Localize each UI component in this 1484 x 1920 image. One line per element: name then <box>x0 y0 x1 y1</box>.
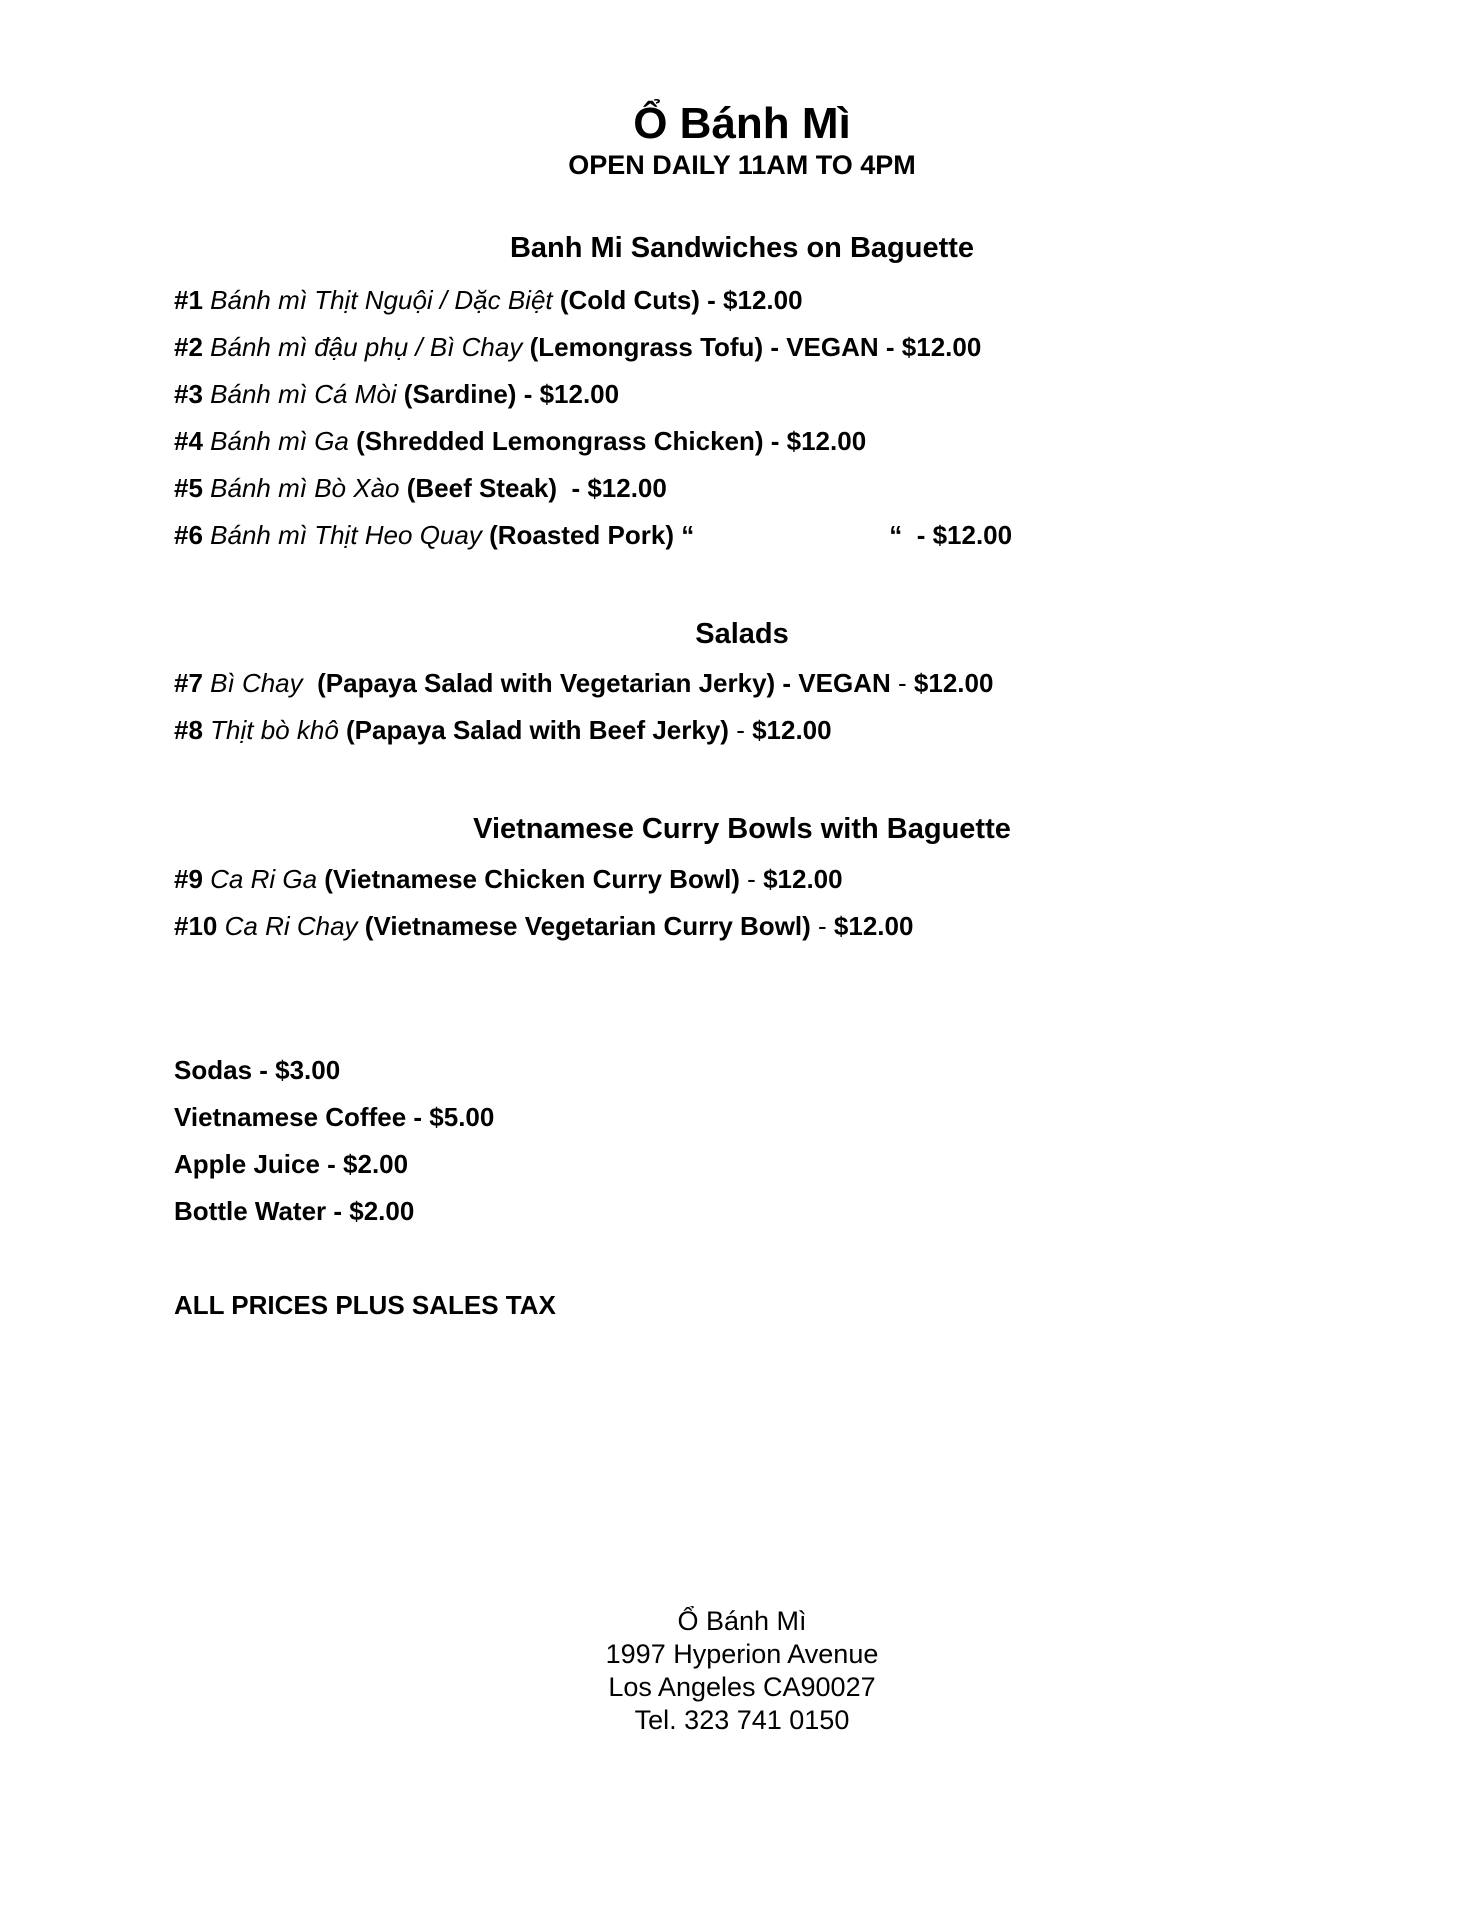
item-number: #4 <box>174 426 203 456</box>
item-description: (Vietnamese Vegetarian Curry Bowl) <box>357 911 819 941</box>
menu-item <box>174 862 843 896</box>
item-vietnamese-name: Bánh mì Ga <box>210 426 349 456</box>
item-vietnamese-name: Bánh mì Thịt Nguội / Dặc Biệt <box>210 285 553 315</box>
item-description: (Cold Cuts) - $12.00 <box>552 285 803 315</box>
menu-item <box>174 377 619 411</box>
item-description: (Sardine) - $12.00 <box>396 379 620 409</box>
item-description: (Roasted Pork) “ “ - $12.00 <box>481 520 1013 550</box>
item-price: $12.00 <box>744 715 832 745</box>
item-vietnamese-name: Thịt bò khô <box>210 715 339 745</box>
opening-hours: OPEN DAILY 11AM TO 4PM <box>568 150 916 180</box>
item-description: (Papaya Salad with Beef Jerky) <box>338 715 737 745</box>
item-vietnamese-name: Bánh mì Thịt Heo Quay <box>210 520 482 550</box>
menu-item <box>174 909 913 943</box>
menu-item <box>174 283 803 317</box>
drink-item: Apple Juice - $2.00 <box>174 1149 409 1179</box>
menu-item <box>174 424 866 458</box>
footer-address: 1997 Hyperion Avenue <box>605 1639 879 1669</box>
item-number: #8 <box>174 715 203 745</box>
item-number: #3 <box>174 379 203 409</box>
drink-item: Vietnamese Coffee - $5.00 <box>174 1102 495 1132</box>
item-number: #6 <box>174 520 203 550</box>
item-dash: - <box>898 668 907 698</box>
item-number: #5 <box>174 473 203 503</box>
item-price: $12.00 <box>826 911 914 941</box>
item-vietnamese-name: Bánh mì Bò Xào <box>210 473 400 503</box>
item-number: #1 <box>174 285 203 315</box>
item-vietnamese-name: Ca Ri Chay <box>224 911 358 941</box>
drink-item: Sodas - $3.00 <box>174 1055 341 1085</box>
item-dash: - <box>818 911 827 941</box>
menu-item <box>174 713 832 747</box>
footer-phone: Tel. 323 741 0150 <box>634 1705 850 1735</box>
section-title-sandwiches: Banh Mi Sandwiches on Baguette <box>509 232 975 264</box>
menu-item <box>174 518 1012 552</box>
item-number: #10 <box>174 911 218 941</box>
menu-item <box>174 330 981 364</box>
menu-item <box>174 666 993 700</box>
item-price: $12.00 <box>906 668 994 698</box>
restaurant-title: Ổ Bánh Mì <box>633 99 851 148</box>
item-description: (Shredded Lemongrass Chicken) - $12.00 <box>348 426 867 456</box>
drink-item: Bottle Water - $2.00 <box>174 1196 415 1226</box>
item-number: #9 <box>174 864 203 894</box>
item-vietnamese-name: Ca Ri Ga <box>210 864 318 894</box>
item-dash: - <box>747 864 756 894</box>
tax-note: ALL PRICES PLUS SALES TAX <box>174 1290 556 1320</box>
footer-restaurant-name: Ổ Bánh Mì <box>677 1606 807 1636</box>
item-vietnamese-name: Bì Chay <box>210 668 303 698</box>
footer-city: Los Angeles CA90027 <box>608 1672 876 1702</box>
section-title-curry: Vietnamese Curry Bowls with Baguette <box>473 813 1011 845</box>
item-dash: - <box>736 715 745 745</box>
item-number: #7 <box>174 668 203 698</box>
item-vietnamese-name: Bánh mì Cá Mòi <box>210 379 397 409</box>
menu-item <box>174 471 667 505</box>
item-number: #2 <box>174 332 203 362</box>
item-description: (Vietnamese Chicken Curry Bowl) <box>317 864 748 894</box>
item-description: (Beef Steak) - $12.00 <box>399 473 667 503</box>
section-title-salads: Salads <box>695 618 789 650</box>
item-description: (Lemongrass Tofu) - VEGAN - $12.00 <box>522 332 982 362</box>
item-vietnamese-name: Bánh mì đậu phụ / Bì Chay <box>210 332 523 362</box>
item-price: $12.00 <box>755 864 843 894</box>
item-description: (Papaya Salad with Vegetarian Jerky) - VEGAN <box>302 668 898 698</box>
